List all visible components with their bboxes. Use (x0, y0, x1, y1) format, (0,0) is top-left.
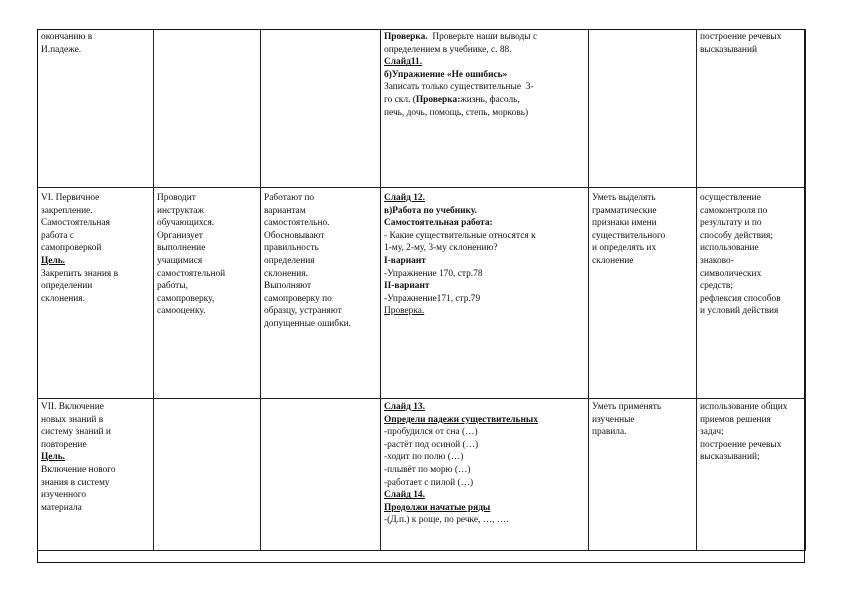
stage-cell (38, 30, 154, 188)
cell-text-line: существительного (592, 230, 666, 241)
lesson-plan-table (37, 29, 806, 551)
cell-text-run: -(Д.п.) к роще, по речке, …, …. (384, 515, 509, 526)
cell-text-line: Проводит (157, 193, 196, 203)
cell-text-line: построение речевых (700, 32, 782, 42)
cell-text-line: обучающихся. (157, 218, 215, 229)
student-activity-cell (261, 30, 381, 188)
cell-text-line: приемов решения (700, 414, 771, 425)
cell-text-line: образцу, устраняют (264, 306, 342, 317)
lesson-content-cell (381, 399, 589, 551)
cell-text-line (384, 31, 585, 44)
cell-text-run: печь, дочь, помощь, степь, морковь) (384, 107, 529, 118)
cell-text-line: VI. Первичное (41, 193, 100, 203)
cell-text-line: материала (41, 502, 82, 513)
cell-text-line (384, 56, 585, 69)
cell-text-line (384, 439, 585, 452)
cell-text-line: знаково- (700, 255, 734, 266)
cell-text-line: самооценку. (157, 306, 206, 317)
cell-text-line: повторение (41, 439, 87, 450)
cell-text-run: Слайд11. (384, 57, 423, 68)
cell-text-run: Проверка. (384, 306, 425, 317)
cell-text-run: го скл. ( (384, 94, 416, 105)
cell-text-line: допущенные ошибки. (264, 318, 351, 329)
cell-text-line: построение речевых (700, 439, 782, 450)
cell-text-run: определением в учебнике, с. 88. (384, 44, 512, 55)
cell-text-line: результату и по (700, 218, 762, 229)
cell-text-line (384, 268, 585, 281)
cell-text-line: Уметь выделять (592, 193, 656, 203)
student-activity-cell (261, 399, 381, 551)
cell-text-run: -растёт под осиной (…) (384, 439, 479, 450)
table-row (38, 188, 806, 399)
cell-text-run: Слайд 12. (384, 193, 425, 203)
cell-text-run: Проверьте наши выводы с (427, 32, 538, 42)
teacher-activity-cell (154, 188, 261, 399)
cell-text-line: окончанию в (41, 32, 93, 42)
cell-text-line: Закрепить знания в (41, 268, 119, 279)
cell-text-line: Работают по (264, 193, 315, 203)
cell-text-line (384, 217, 585, 230)
cell-text-run: -плывёт по морю (…) (384, 464, 471, 475)
cell-text-line: определения (264, 255, 315, 266)
cell-text-line: инструктаж (157, 205, 204, 216)
student-activity-cell (261, 188, 381, 399)
cell-text-line: Цель. (41, 255, 66, 266)
cell-text-line (384, 230, 585, 243)
lesson-content-cell (381, 30, 589, 188)
cell-text-line: и определять их (592, 243, 657, 254)
cell-text-run: -работает с пилой (…) (384, 477, 474, 488)
cell-text-run: б)Упражнение «Не ошибись» (384, 69, 508, 80)
cell-text-line: высказываний; (700, 452, 760, 463)
cell-text-run: -Упражнение171, стр.79 (384, 293, 481, 304)
cell-text-run: 1-му, 2-му, 3-му склонению? (384, 243, 498, 254)
cell-text-line (384, 81, 585, 94)
cell-text-run: I-вариант (384, 255, 426, 266)
cell-text-run: в)Работа по учебнику. (384, 205, 477, 216)
cell-text-line: склонение (592, 255, 634, 266)
meta-results-cell (697, 188, 806, 399)
cell-text-line: вариантам (264, 205, 306, 216)
cell-text-line: символических (700, 268, 762, 279)
cell-text-line: правила. (592, 427, 627, 438)
cell-text-line (384, 205, 585, 218)
cell-text-run: Слайд 13. (384, 402, 425, 412)
cell-text-run: Записать только существительные 3- (384, 82, 534, 93)
cell-text-line: и условий действия (700, 306, 779, 317)
cell-text-line (384, 280, 585, 293)
cell-text-line (384, 94, 585, 107)
subject-results-cell (589, 399, 697, 551)
cell-text-line: систему знаний и (41, 427, 111, 438)
cell-text-line: изученного (41, 490, 87, 501)
cell-text-line: работа с (41, 230, 75, 241)
stage-cell (38, 188, 154, 399)
cell-text-run: жизнь, фасоль, (460, 94, 520, 105)
meta-results-cell (697, 399, 806, 551)
cell-text-line: VII. Включение (41, 402, 104, 412)
cell-text-line: самопроверкой (41, 243, 102, 254)
cell-text-line (384, 44, 585, 57)
cell-text-run: -пробудился от сна (…) (384, 427, 478, 438)
cell-text-line: самостоятельной (157, 268, 226, 279)
cell-text-line (384, 489, 585, 502)
cell-text-line: склонения. (41, 293, 85, 304)
cell-text-line: Обосновывают (264, 230, 325, 241)
cell-text-line: Организует (157, 230, 203, 241)
cell-text-line: учащимися (157, 255, 203, 266)
cell-text-line: изученные (592, 414, 635, 425)
cell-text-line: определении (41, 281, 93, 292)
cell-text-line: Самостоятельная (41, 218, 110, 229)
cell-text-run: - Какие существительные относятся к (384, 230, 536, 241)
cell-text-line (384, 242, 585, 255)
cell-text-run: Самостоятельная работа: (384, 218, 493, 229)
cell-text-line: склонения. (264, 268, 308, 279)
cell-text-line (384, 305, 585, 318)
cell-text-run: Слайд 14. (384, 490, 425, 501)
cell-text-line: способу действия; (700, 230, 773, 241)
cell-text-line: признаки имени (592, 218, 657, 229)
cell-text-line: Выполняют (264, 281, 312, 292)
cell-text-line: осуществление (700, 193, 761, 203)
subject-results-cell (589, 30, 697, 188)
cell-text-run: Продолжи начатые ряды (384, 502, 491, 513)
lesson-plan-table-body (38, 30, 806, 551)
cell-text-line (384, 514, 585, 527)
cell-text-line (384, 293, 585, 306)
cell-text-line (384, 502, 585, 515)
cell-text-line (384, 414, 585, 427)
teacher-activity-cell (154, 30, 261, 188)
cell-text-line: Уметь применять (592, 402, 662, 412)
cell-text-line: рефлексия способов (700, 293, 781, 304)
cell-text-line (384, 192, 585, 205)
cell-text-line: высказываний (700, 44, 757, 55)
cell-text-line (384, 255, 585, 268)
cell-text-line: самостоятельно. (264, 218, 330, 229)
stage-cell (38, 399, 154, 551)
cell-text-line: Включение нового (41, 464, 116, 475)
cell-text-line (384, 477, 585, 490)
table-row (38, 30, 806, 188)
cell-text-line: использование (700, 243, 759, 254)
cell-text-line: самопроверку по (264, 293, 332, 304)
cell-text-line: Цель. (41, 452, 66, 463)
table-row (38, 399, 806, 551)
cell-text-line: использование общих (700, 402, 788, 412)
cell-text-line: самоконтроля по (700, 205, 768, 216)
lesson-content-cell (381, 188, 589, 399)
cell-text-line (384, 464, 585, 477)
cell-text-line: грамматические (592, 205, 657, 216)
cell-text-line: самопроверку, (157, 293, 215, 304)
cell-text-line (384, 401, 585, 414)
cell-text-run: -ходит по полю (…) (384, 452, 464, 463)
cell-text-line: закрепление. (41, 205, 93, 216)
cell-text-line: задач; (700, 427, 724, 438)
cell-text-line: работы, (157, 281, 188, 292)
cell-text-line: знания в систему (41, 477, 110, 488)
cell-text-line (384, 426, 585, 439)
cell-text-line: И.падеже. (41, 44, 82, 55)
cell-text-run: Проверка: (415, 94, 461, 105)
cell-text-run: II-вариант (384, 281, 430, 292)
cell-text-line: выполнение (157, 243, 206, 254)
teacher-activity-cell (154, 399, 261, 551)
cell-text-run: Проверка. (384, 32, 428, 42)
subject-results-cell (589, 188, 697, 399)
cell-text-line (384, 107, 585, 120)
meta-results-cell (697, 30, 806, 188)
cell-text-line (384, 451, 585, 464)
cell-text-line: новых знаний в (41, 414, 104, 425)
cell-text-run: Определи падежи существительных (384, 414, 538, 425)
cell-text-line: правильность (264, 243, 319, 254)
cell-text-line: средств; (700, 281, 733, 292)
cell-text-line (384, 69, 585, 82)
cell-text-run: -Упражнение 170, стр.78 (384, 268, 483, 279)
